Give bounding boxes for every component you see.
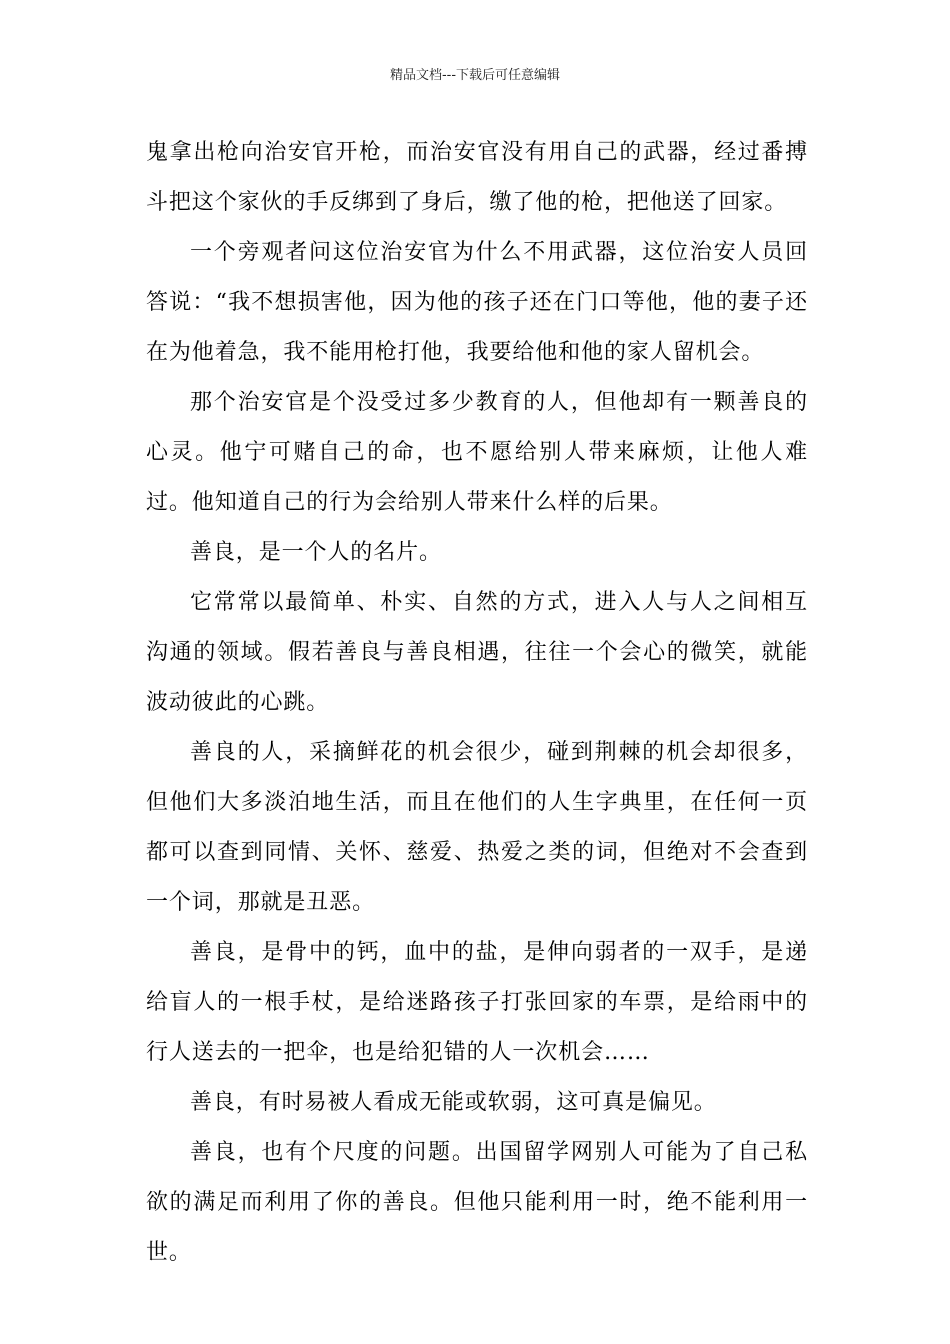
document-body: [146, 128, 808, 1278]
paragraph: 它常常以最简单、朴实、自然的方式，进入人与人之间相互沟通的领域。假若善良与善良相遇，往往一个会心的微笑，就能波动彼此的心跳。: [146, 590, 808, 715]
paragraph: 善良，也有个尺度的问题。出国留学网别人可能为了自己私欲的满足而利用了你的善良。但他只能利用一时，绝不能利用一世。: [146, 1140, 808, 1265]
paragraph: 那个治安官是个没受过多少教育的人，但他却有一颗善良的心灵。他宁可赌自己的命，也不愿给别人带来麻烦，让他人难过。他知道自己的行为会给别人带来什么样的后果。: [146, 390, 808, 515]
paragraph: 善良，是一个人的名片。: [190, 540, 442, 565]
paragraph: 善良，有时易被人看成无能或软弱，这可真是偏见。: [190, 1090, 717, 1115]
paragraph: 善良的人，采摘鲜花的机会很少，碰到荆棘的机会却很多，但他们大多淡泊地生活，而且在他们的人生字典里，在任何一页都可以查到同情、关怀、慈爱、热爱之类的词，但绝对不会查到一个词，那就是丑恶。: [146, 740, 808, 915]
paragraph: 鬼拿出枪向治安官开枪，而治安官没有用自己的武器，经过番搏斗把这个家伙的手反绑到了身后，缴了他的枪，把他送了回家。: [146, 140, 808, 215]
paragraph: 一个旁观者问这位治安官为什么不用武器，这位治安人员回答说：“我不想损害他，因为他的孩子还在门口等他，他的妻子还在为他着急，我不能用枪打他，我要给他和他的家人留机会。: [146, 240, 808, 365]
page-header: 精品文档---下载后可任意编辑: [389, 68, 561, 83]
paragraph: 善良，是骨中的钙，血中的盐，是伸向弱者的一双手，是递给盲人的一根手杖，是给迷路孩子打张回家的车票，是给雨中的行人送去的一把伞，也是给犯错的人一次机会……: [146, 940, 808, 1065]
